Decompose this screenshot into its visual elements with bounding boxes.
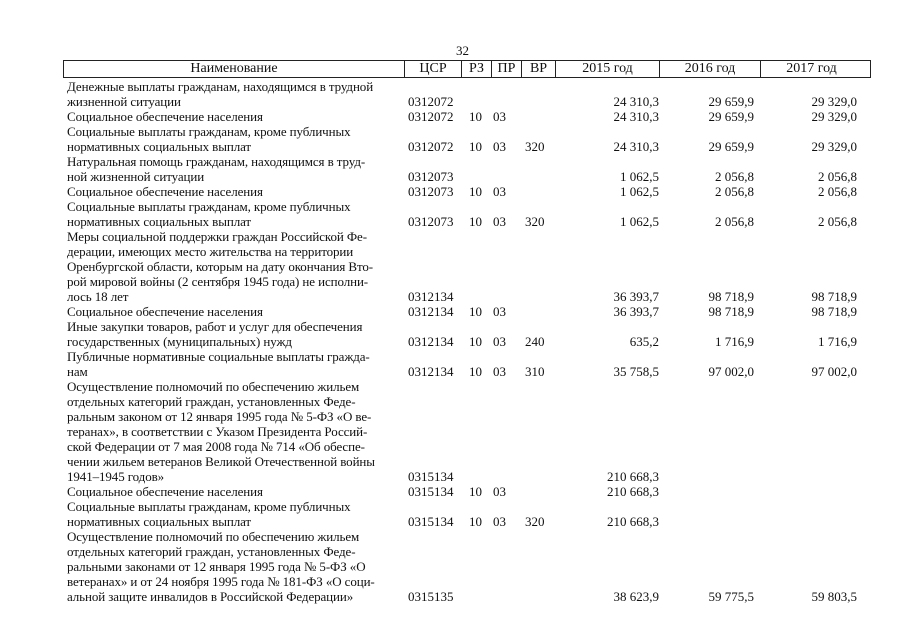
row-name: Натуральная помощь гражданам, находящимся в труд- ной жизненной ситуации xyxy=(67,154,366,184)
row-name: Меры социальной поддержки граждан Российской Фе- дерации, имеющих место жительства на территории Оренбургской области, которым на дату окончания Вто- рой мировой войны (2 сентября 1945 года) не исполни- лось 18 лет xyxy=(67,229,374,304)
header-year-2016: 2016 год xyxy=(660,61,761,77)
header-csr: ЦСР xyxy=(405,61,462,77)
row-pr: 03 xyxy=(493,109,506,124)
row-value-2015: 1 062,5 xyxy=(620,169,659,184)
header-name: Наименование xyxy=(64,61,405,77)
header-pr: ПР xyxy=(492,61,522,77)
row-value-2017: 1 716,9 xyxy=(818,334,857,349)
row-name: Социальные выплаты гражданам, кроме публичных нормативных социальных выплат xyxy=(67,499,351,529)
row-vr: 310 xyxy=(525,364,545,379)
row-value-2016: 1 716,9 xyxy=(715,334,754,349)
row-csr: 0312134 xyxy=(408,364,454,379)
row-csr: 0312134 xyxy=(408,289,454,304)
row-vr: 320 xyxy=(525,514,545,529)
row-value-2016: 29 659,9 xyxy=(708,139,754,154)
table-row xyxy=(67,349,871,379)
header-year-2015: 2015 год xyxy=(556,61,660,77)
row-value-2016: 29 659,9 xyxy=(708,109,754,124)
row-value-2017: 98 718,9 xyxy=(811,289,857,304)
row-vr: 240 xyxy=(525,334,545,349)
table-row xyxy=(67,109,871,124)
row-csr: 0312073 xyxy=(408,214,454,229)
table-row xyxy=(67,154,871,184)
row-csr: 0312072 xyxy=(408,109,454,124)
row-csr: 0312072 xyxy=(408,94,454,109)
row-value-2017: 59 803,5 xyxy=(811,589,857,604)
row-rz: 10 xyxy=(469,304,482,319)
row-name: Социальное обеспечение населения xyxy=(67,484,263,499)
row-pr: 03 xyxy=(493,184,506,199)
row-value-2015: 38 623,9 xyxy=(613,589,659,604)
page-number: 32 xyxy=(456,43,469,58)
row-rz: 10 xyxy=(469,334,482,349)
table-row xyxy=(67,304,871,319)
row-value-2016: 98 718,9 xyxy=(708,289,754,304)
row-csr: 0315134 xyxy=(408,469,454,484)
row-csr: 0312073 xyxy=(408,169,454,184)
row-value-2017: 29 329,0 xyxy=(811,94,857,109)
row-value-2016: 2 056,8 xyxy=(715,184,754,199)
header-vr: ВР xyxy=(522,61,556,77)
row-value-2015: 24 310,3 xyxy=(613,109,659,124)
row-value-2015: 35 758,5 xyxy=(613,364,659,379)
row-value-2016: 2 056,8 xyxy=(715,169,754,184)
row-value-2015: 210 668,3 xyxy=(607,514,659,529)
row-csr: 0312072 xyxy=(408,139,454,154)
row-pr: 03 xyxy=(493,139,506,154)
table-row xyxy=(67,184,871,199)
row-value-2017: 98 718,9 xyxy=(811,304,857,319)
row-name: Осуществление полномочий по обеспечению жильем отдельных категорий граждан, установленных Феде- ральным законом от 12 января 1995 года № 5-ФЗ «О ве- теранах», в соответствии с Указом Президента Россий- ской Федерации от 7 мая 2008 года № 714 «Об обеспе- чении жильем ветеранов Великой Отечественной войны 1941–1945 годов» xyxy=(67,379,375,484)
row-csr: 0312073 xyxy=(408,184,454,199)
row-value-2017: 2 056,8 xyxy=(818,169,857,184)
table-row xyxy=(67,529,871,604)
row-rz: 10 xyxy=(469,514,482,529)
row-value-2016: 98 718,9 xyxy=(708,304,754,319)
row-name: Денежные выплаты гражданам, находящимся в трудной жизненной ситуации xyxy=(67,79,374,109)
row-csr: 0315134 xyxy=(408,514,454,529)
row-pr: 03 xyxy=(493,304,506,319)
row-vr: 320 xyxy=(525,139,545,154)
row-value-2015: 210 668,3 xyxy=(607,469,659,484)
row-rz: 10 xyxy=(469,214,482,229)
row-csr: 0315134 xyxy=(408,484,454,499)
header-year-2017: 2017 год xyxy=(786,61,837,76)
row-pr: 03 xyxy=(493,364,506,379)
row-pr: 03 xyxy=(493,514,506,529)
row-vr: 320 xyxy=(525,214,545,229)
table-row xyxy=(67,484,871,499)
row-name: Социальное обеспечение населения xyxy=(67,304,263,319)
row-rz: 10 xyxy=(469,109,482,124)
row-csr: 0315135 xyxy=(408,589,454,604)
row-rz: 10 xyxy=(469,364,482,379)
row-pr: 03 xyxy=(493,214,506,229)
table-row xyxy=(67,124,871,154)
table-row xyxy=(67,79,871,109)
row-name: Социальные выплаты гражданам, кроме публичных нормативных социальных выплат xyxy=(67,124,351,154)
row-value-2015: 36 393,7 xyxy=(613,289,659,304)
header-rz: РЗ xyxy=(462,61,492,77)
row-value-2015: 210 668,3 xyxy=(607,484,659,499)
table-row xyxy=(67,199,871,229)
row-rz: 10 xyxy=(469,184,482,199)
row-name: Осуществление полномочий по обеспечению жильем отдельных категорий граждан, установленных Феде- ральными законами от 12 января 1995 года № 5-ФЗ «О ветеранах» и от 24 ноября 1995 года № 181-ФЗ «О соци- альной защите инвалидов в Российской Федерации» xyxy=(67,529,375,604)
row-rz: 10 xyxy=(469,139,482,154)
row-name: Социальные выплаты гражданам, кроме публичных нормативных социальных выплат xyxy=(67,199,351,229)
table-row xyxy=(67,319,871,349)
row-value-2015: 1 062,5 xyxy=(620,184,659,199)
row-value-2016: 2 056,8 xyxy=(715,214,754,229)
row-pr: 03 xyxy=(493,334,506,349)
row-csr: 0312134 xyxy=(408,334,454,349)
row-value-2015: 1 062,5 xyxy=(620,214,659,229)
row-value-2016: 97 002,0 xyxy=(708,364,754,379)
table-row xyxy=(67,379,871,484)
row-name: Публичные нормативные социальные выплаты гражда- нам xyxy=(67,349,370,379)
row-value-2017: 97 002,0 xyxy=(811,364,857,379)
table-body xyxy=(67,79,871,604)
table-row xyxy=(67,499,871,529)
row-value-2016: 59 775,5 xyxy=(708,589,754,604)
row-pr: 03 xyxy=(493,484,506,499)
row-value-2017: 29 329,0 xyxy=(811,109,857,124)
table-header xyxy=(63,60,871,78)
row-value-2015: 24 310,3 xyxy=(613,94,659,109)
row-value-2017: 2 056,8 xyxy=(818,214,857,229)
row-value-2015: 24 310,3 xyxy=(613,139,659,154)
row-rz: 10 xyxy=(469,484,482,499)
row-csr: 0312134 xyxy=(408,304,454,319)
row-value-2016: 29 659,9 xyxy=(708,94,754,109)
row-value-2015: 36 393,7 xyxy=(613,304,659,319)
table-row xyxy=(67,229,871,304)
row-value-2017: 29 329,0 xyxy=(811,139,857,154)
row-name: Иные закупки товаров, работ и услуг для обеспечения государственных (муниципальных) нужд xyxy=(67,319,363,349)
row-value-2017: 2 056,8 xyxy=(818,184,857,199)
row-value-2015: 635,2 xyxy=(629,334,659,349)
row-name: Социальное обеспечение населения xyxy=(67,109,263,124)
row-name: Социальное обеспечение населения xyxy=(67,184,263,199)
